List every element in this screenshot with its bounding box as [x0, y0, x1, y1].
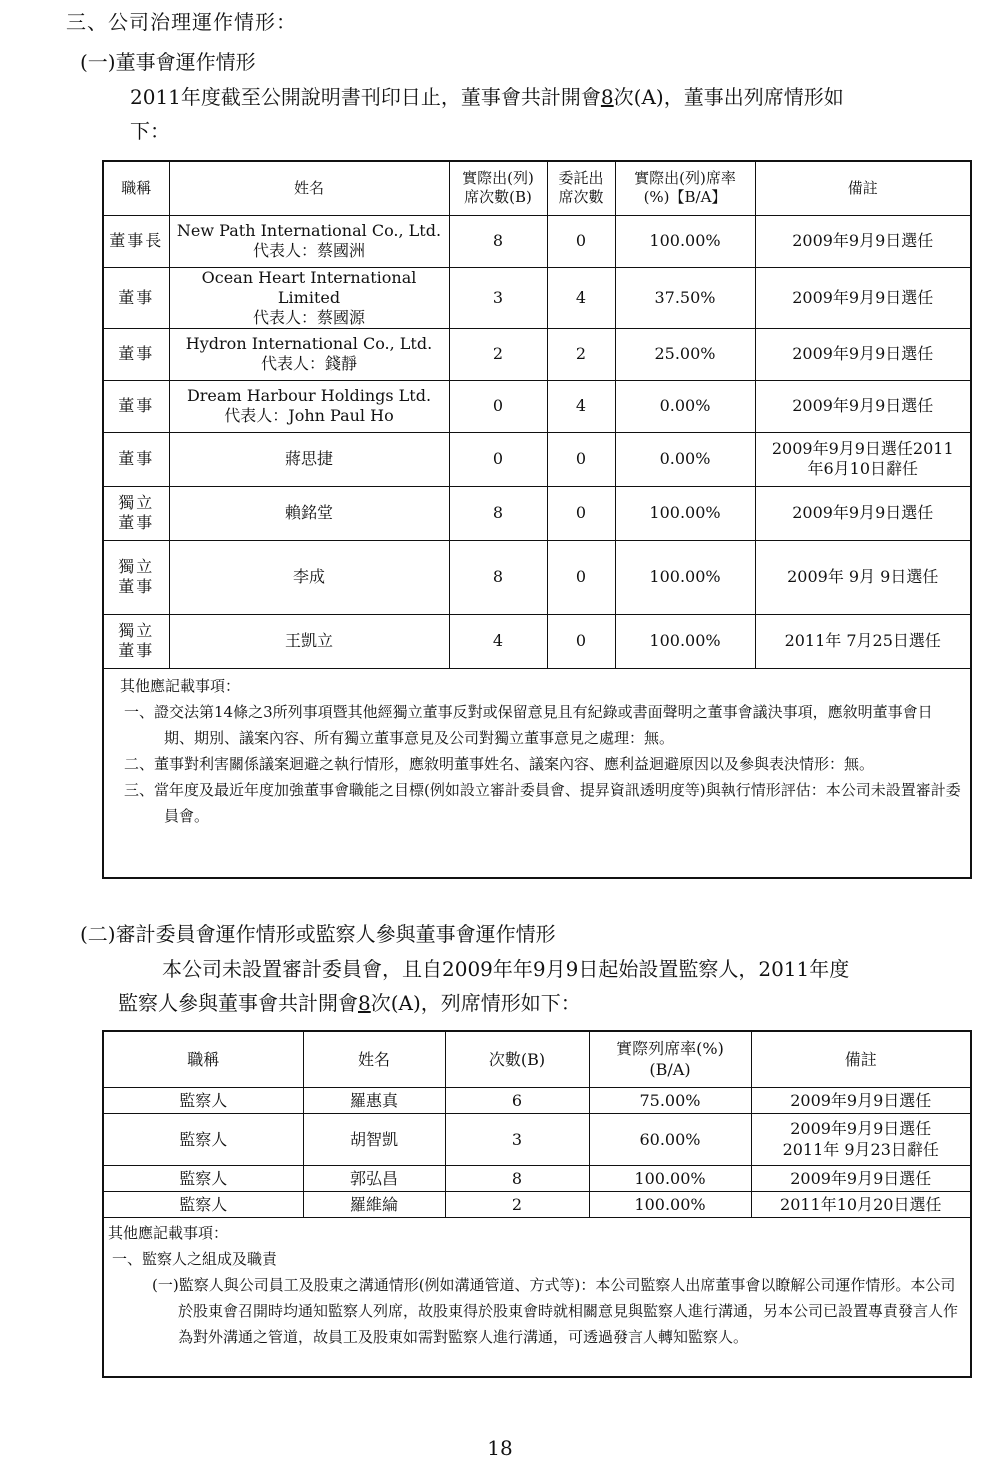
audit-intro-count: 8: [358, 991, 371, 1015]
board-note-item: 三、當年度及最近年度加強董事會職能之目標(例如設立審計委員會、提昇資訊透明度等)與執行情形評估：本公司未設置審計委員會。: [124, 780, 961, 825]
board-notes: [103, 668, 971, 878]
col-remark: 備註: [755, 161, 971, 215]
cell-remark: 2009年9月9日選任: [755, 328, 971, 380]
cell-title: 監察人: [103, 1087, 303, 1113]
board-header-row: [103, 161, 971, 215]
cell-title: 董事: [103, 380, 169, 432]
cell-remark: 2009年9月9日選任2011 年6月10日辭任: [755, 432, 971, 486]
supervisor-attendance-table: [102, 1030, 972, 1378]
table-row: [103, 540, 971, 614]
audit-intro-post: 次(A)，列席情形如下：: [370, 991, 581, 1015]
col-title: 職稱: [103, 161, 169, 215]
cell-title: 董事: [103, 267, 169, 328]
cell-count: 8: [445, 1165, 589, 1191]
cell-title: 獨立 董事: [103, 540, 169, 614]
cell-name: 王凱立: [169, 614, 449, 668]
table-row: [103, 614, 971, 668]
cell-name: 胡智凱: [303, 1113, 445, 1165]
cell-name: Hydron International Co., Ltd. 代表人：錢靜: [169, 328, 449, 380]
board-intro-pre: 2011年度截至公開說明書刊印日止，董事會共計開會: [130, 85, 601, 109]
cell-name: Dream Harbour Holdings Ltd. 代表人：John Paul Ho: [169, 380, 449, 432]
cell-name: 羅維綸: [303, 1191, 445, 1217]
cell-title: 監察人: [103, 1165, 303, 1191]
cell-name: 賴銘堂: [169, 486, 449, 540]
audit-notes-row: [103, 1217, 971, 1377]
cell-proxy: 0: [547, 215, 615, 267]
cell-name: 蔣思捷: [169, 432, 449, 486]
cell-rate: 60.00%: [589, 1113, 751, 1165]
cell-rate: 75.00%: [589, 1087, 751, 1113]
cell-remark: 2011年10月20日選任: [751, 1191, 971, 1217]
cell-remark: 2009年9月9日選任 2011年 9月23日辭任: [751, 1113, 971, 1165]
cell-rate: 0.00%: [615, 380, 755, 432]
table-row: [103, 328, 971, 380]
board-intro-post: 次(A)，董事出列席情形如: [613, 85, 844, 109]
cell-name: 羅惠真: [303, 1087, 445, 1113]
cell-attend: 0: [449, 380, 547, 432]
section-title: 三、公司治理運作情形：: [66, 10, 297, 34]
cell-remark: 2011年 7月25日選任: [755, 614, 971, 668]
audit-heading: (二)審計委員會運作情形或監察人參與董事會運作情形: [80, 922, 556, 946]
audit-intro-line2: [118, 986, 581, 1020]
cell-rate: 0.00%: [615, 432, 755, 486]
cell-name: 郭弘昌: [303, 1165, 445, 1191]
cell-title: 獨立 董事: [103, 614, 169, 668]
table-row: [103, 1087, 971, 1113]
cell-title: 獨立 董事: [103, 486, 169, 540]
board-heading: (一)董事會運作情形: [80, 50, 256, 74]
board-intro: [130, 80, 844, 114]
cell-attend: 4: [449, 614, 547, 668]
audit-notes-head: 其他應記載事項：: [108, 1223, 229, 1242]
cell-attend: 8: [449, 486, 547, 540]
table-row: [103, 380, 971, 432]
table-row: [103, 1191, 971, 1217]
cell-proxy: 0: [547, 486, 615, 540]
cell-proxy: 2: [547, 328, 615, 380]
audit-intro-line1: 本公司未設置審計委員會，且自2009年年9月9日起始設置監察人，2011年度: [162, 957, 850, 981]
cell-rate: 100.00%: [589, 1191, 751, 1217]
audit-note-subitem: (一)監察人與公司員工及股東之溝通情形(例如溝通管道、方式等)：本公司監察人出席董事會以瞭解公司運作情形。本公司於股東會召開時均通知監察人列席，故股東得於股東會時就相關意見與監察人進行溝通，另本公司已設置專責發言人作為對外溝通之管道，故員工及股東如需對監察人進行溝通，可透過發言人轉知監察人。: [152, 1275, 959, 1346]
cell-proxy: 0: [547, 540, 615, 614]
audit-intro-pre: 監察人參與董事會共計開會: [118, 991, 358, 1015]
cell-remark: 2009年9月9日選任: [755, 380, 971, 432]
cell-name: 李成: [169, 540, 449, 614]
cell-remark: 2009年9月9日選任: [755, 215, 971, 267]
cell-title: 監察人: [103, 1191, 303, 1217]
cell-title: 董事長: [103, 215, 169, 267]
board-note-item: 一、證交法第14條之3所列事項暨其他經獨立董事反對或保留意見且有紀錄或書面聲明之董事會議決事項，應敘明董事會日期、期別、議案內容、所有獨立董事意見及公司對獨立董事意見之處理：無。: [124, 702, 933, 747]
col-remark: 備註: [751, 1031, 971, 1087]
col-count: 次數(B): [445, 1031, 589, 1087]
cell-rate: 37.50%: [615, 267, 755, 328]
cell-count: 6: [445, 1087, 589, 1113]
table-row: [103, 1113, 971, 1165]
col-rate: 實際列席率(%) (B/A): [589, 1031, 751, 1087]
cell-count: 3: [445, 1113, 589, 1165]
cell-title: 董事: [103, 432, 169, 486]
audit-note-item: 一、監察人之組成及職責: [112, 1249, 278, 1268]
cell-remark: 2009年 9月 9日選任: [755, 540, 971, 614]
table-row: [103, 215, 971, 267]
cell-rate: 100.00%: [615, 540, 755, 614]
col-rate: 實際出(列)席率 (%)【B/A】: [615, 161, 755, 215]
col-name: 姓名: [169, 161, 449, 215]
audit-header-row: [103, 1031, 971, 1087]
cell-attend: 0: [449, 432, 547, 486]
cell-proxy: 0: [547, 614, 615, 668]
cell-rate: 25.00%: [615, 328, 755, 380]
audit-notes: [103, 1217, 971, 1377]
cell-rate: 100.00%: [615, 486, 755, 540]
board-attendance-table: [102, 160, 972, 879]
table-row: [103, 267, 971, 328]
board-intro-count: 8: [600, 85, 614, 109]
board-note-item: 二、董事對利害關係議案迴避之執行情形，應敘明董事姓名、議案內容、應利益迴避原因以及參與表決情形：無。: [124, 754, 875, 773]
cell-count: 2: [445, 1191, 589, 1217]
col-attend: 實際出(列) 席次數(B): [449, 161, 547, 215]
board-notes-row: [103, 668, 971, 878]
col-proxy: 委託出 席次數: [547, 161, 615, 215]
cell-remark: 2009年9月9日選任: [755, 267, 971, 328]
cell-rate: 100.00%: [589, 1165, 751, 1191]
cell-rate: 100.00%: [615, 215, 755, 267]
table-row: [103, 486, 971, 540]
page-number: 18: [487, 1436, 513, 1460]
cell-attend: 3: [449, 267, 547, 328]
board-notes-head: 其他應記載事項：: [120, 676, 241, 695]
table-row: [103, 1165, 971, 1191]
cell-remark: 2009年9月9日選任: [751, 1165, 971, 1191]
cell-attend: 8: [449, 540, 547, 614]
cell-name: Ocean Heart International Limited 代表人：蔡國源: [169, 267, 449, 328]
board-intro-line2: 下：: [130, 119, 170, 143]
col-name: 姓名: [303, 1031, 445, 1087]
col-title: 職稱: [103, 1031, 303, 1087]
cell-attend: 8: [449, 215, 547, 267]
cell-remark: 2009年9月9日選任: [755, 486, 971, 540]
cell-title: 董事: [103, 328, 169, 380]
cell-proxy: 4: [547, 267, 615, 328]
cell-proxy: 4: [547, 380, 615, 432]
cell-attend: 2: [449, 328, 547, 380]
cell-proxy: 0: [547, 432, 615, 486]
cell-title: 監察人: [103, 1113, 303, 1165]
cell-name: New Path International Co., Ltd. 代表人：蔡國洲: [169, 215, 449, 267]
cell-rate: 100.00%: [615, 614, 755, 668]
cell-remark: 2009年9月9日選任: [751, 1087, 971, 1113]
table-row: [103, 432, 971, 486]
